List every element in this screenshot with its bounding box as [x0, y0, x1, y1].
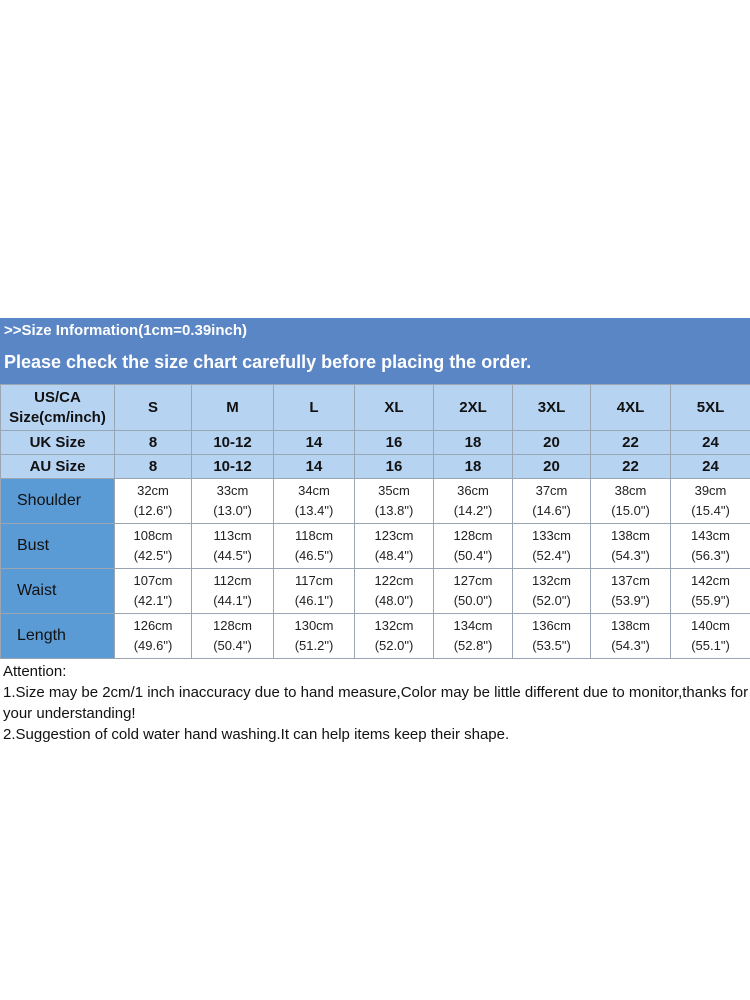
uk-size-row — [1, 431, 750, 455]
waist-row — [1, 569, 750, 614]
au-size-cell: 24 — [671, 455, 750, 479]
measure-cell: 118cm (46.5") — [274, 524, 355, 569]
measure-cell: 107cm (42.1") — [115, 569, 192, 614]
uk-size-cell: 22 — [591, 431, 671, 455]
au-size-cell: 14 — [274, 455, 355, 479]
au-size-label: AU Size — [1, 455, 115, 479]
measure-cell: 132cm (52.0") — [355, 614, 434, 659]
measure-cell: 127cm (50.0") — [434, 569, 513, 614]
measure-cell: 128cm (50.4") — [192, 614, 274, 659]
measure-cell: 113cm (44.5") — [192, 524, 274, 569]
measure-cell: 35cm (13.8") — [355, 479, 434, 524]
size-chart — [0, 318, 750, 745]
uk-size-cell: 10-12 — [192, 431, 274, 455]
au-size-cell: 20 — [513, 455, 591, 479]
size-info-title: >>Size Information(1cm=0.39inch) — [4, 322, 247, 339]
size-header: M — [192, 385, 274, 431]
size-header: 3XL — [513, 385, 591, 431]
au-size-row — [1, 455, 750, 479]
uk-size-cell: 20 — [513, 431, 591, 455]
au-size-cell: 8 — [115, 455, 192, 479]
measure-cell: 140cm (55.1") — [671, 614, 750, 659]
measure-cell: 37cm (14.6") — [513, 479, 591, 524]
measure-cell: 133cm (52.4") — [513, 524, 591, 569]
uk-size-cell: 24 — [671, 431, 750, 455]
measure-cell: 137cm (53.9") — [591, 569, 671, 614]
size-header: L — [274, 385, 355, 431]
measure-cell: 134cm (52.8") — [434, 614, 513, 659]
measure-cell: 138cm (54.3") — [591, 614, 671, 659]
corner-line-2: Size(cm/inch) — [9, 408, 106, 426]
au-size-cell: 22 — [591, 455, 671, 479]
measure-cell: 143cm (56.3") — [671, 524, 750, 569]
measure-cell: 122cm (48.0") — [355, 569, 434, 614]
measure-cell: 126cm (49.6") — [115, 614, 192, 659]
measure-cell: 36cm (14.2") — [434, 479, 513, 524]
attention-note-1: 1.Size may be 2cm/1 inch inaccuracy due to hand measure,Color may be little different due to monitor,thanks for your understanding! — [3, 684, 749, 722]
size-header: 4XL — [591, 385, 671, 431]
measure-cell: 117cm (46.1") — [274, 569, 355, 614]
measure-cell: 136cm (53.5") — [513, 614, 591, 659]
corner-line-1: US/CA — [34, 388, 81, 406]
attention-notes — [0, 659, 750, 745]
uk-size-label: UK Size — [1, 431, 115, 455]
uk-size-cell: 14 — [274, 431, 355, 455]
measure-cell: 34cm (13.4") — [274, 479, 355, 524]
attention-note-2: 2.Suggestion of cold water hand washing.It can help items keep their shape. — [3, 726, 510, 743]
measure-label: Bust — [1, 524, 115, 569]
measure-cell: 128cm (50.4") — [434, 524, 513, 569]
size-header: 2XL — [434, 385, 513, 431]
length-row — [1, 614, 750, 659]
measure-cell: 130cm (51.2") — [274, 614, 355, 659]
size-corner-header — [1, 385, 115, 431]
shoulder-row — [1, 479, 750, 524]
bust-row — [1, 524, 750, 569]
measure-cell: 132cm (52.0") — [513, 569, 591, 614]
size-header: XL — [355, 385, 434, 431]
au-size-cell: 18 — [434, 455, 513, 479]
size-header: 5XL — [671, 385, 750, 431]
uk-size-cell: 18 — [434, 431, 513, 455]
size-info-banner — [0, 318, 750, 384]
size-info-instruction: Please check the size chart carefully before placing the order. — [4, 352, 532, 372]
size-table — [0, 384, 750, 659]
measure-cell: 32cm (12.6") — [115, 479, 192, 524]
uk-size-cell: 8 — [115, 431, 192, 455]
measure-cell: 112cm (44.1") — [192, 569, 274, 614]
measure-cell: 38cm (15.0") — [591, 479, 671, 524]
measure-cell: 138cm (54.3") — [591, 524, 671, 569]
measure-cell: 123cm (48.4") — [355, 524, 434, 569]
uk-size-cell: 16 — [355, 431, 434, 455]
measure-cell: 33cm (13.0") — [192, 479, 274, 524]
au-size-cell: 10-12 — [192, 455, 274, 479]
measure-label: Length — [1, 614, 115, 659]
measure-cell: 142cm (55.9") — [671, 569, 750, 614]
us-ca-size-row — [1, 385, 750, 431]
measure-cell: 108cm (42.5") — [115, 524, 192, 569]
size-header: S — [115, 385, 192, 431]
measure-label: Waist — [1, 569, 115, 614]
measure-cell: 39cm (15.4") — [671, 479, 750, 524]
measure-label: Shoulder — [1, 479, 115, 524]
au-size-cell: 16 — [355, 455, 434, 479]
attention-title: Attention: — [3, 663, 67, 680]
